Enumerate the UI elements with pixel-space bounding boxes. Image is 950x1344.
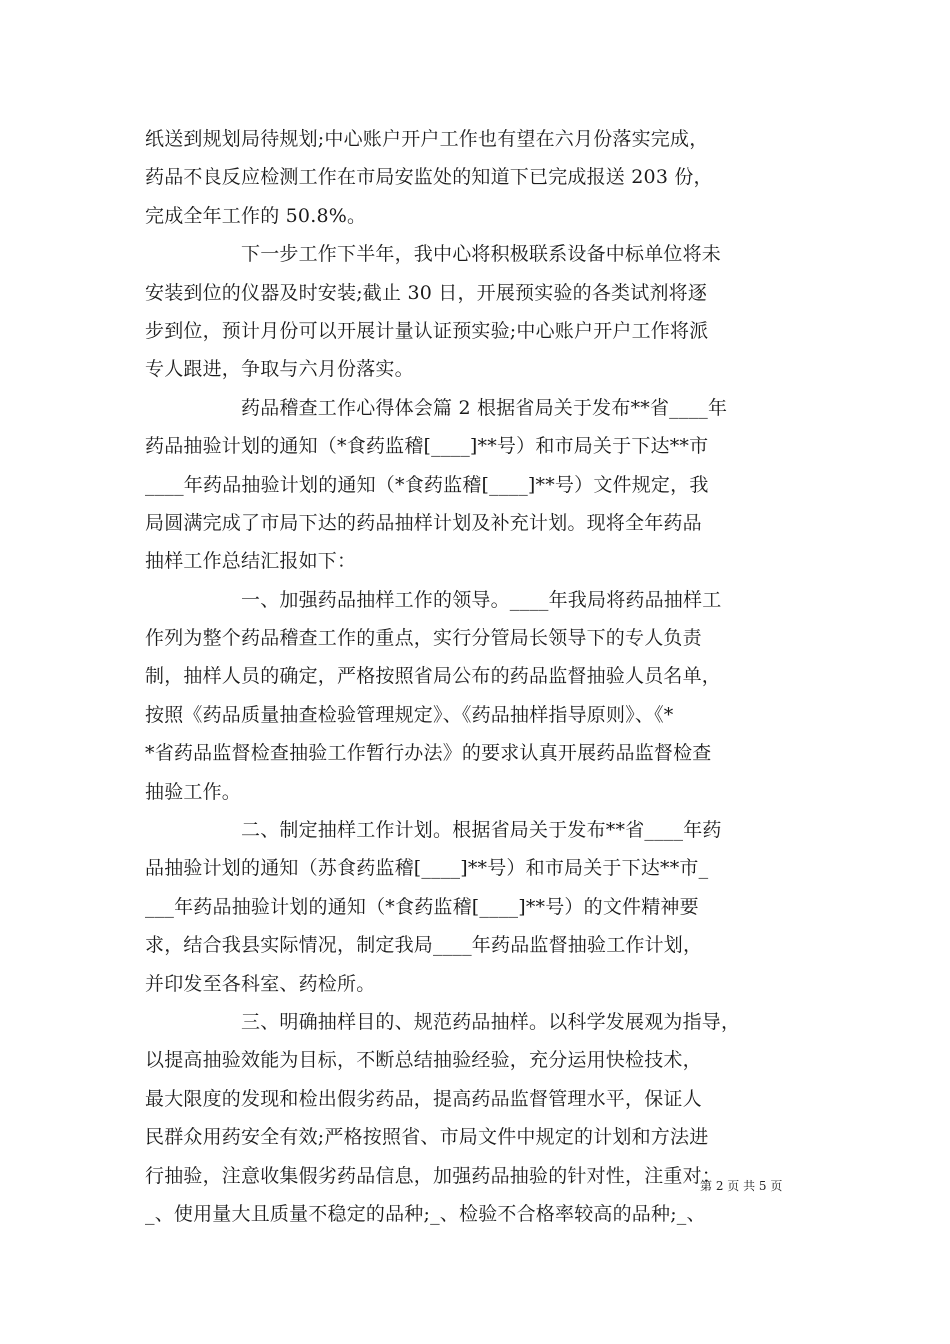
text-line: 药品不良反应检测工作在市局安监处的知道下已完成报送 203 份， <box>145 166 713 189</box>
paragraph-article-two-intro <box>145 389 815 581</box>
text-line: 下一步工作下半年，我中心将积极联系设备中标单位将未 <box>241 243 722 266</box>
text-line: 完成全年工作的 50.8%。 <box>145 204 367 227</box>
paragraph-section-three <box>145 1003 815 1233</box>
paragraph-continued-report <box>145 120 815 235</box>
text-line: 最大限度的发现和检出假劣药品，提高药品监督管理水平，保证人 <box>145 1087 702 1110</box>
text-line: 药品稽查工作心得体会篇 2 根据省局关于发布**省____年 <box>241 396 728 419</box>
text-line: ____年药品抽验计划的通知（*食药监稽[____]**号）文件规定，我 <box>145 473 709 496</box>
text-line: ___年药品抽验计划的通知（*食药监稽[____]**号）的文件精神要 <box>145 895 699 918</box>
text-line: _、使用量大且质量不稳定的品种;_、检验不合格率较高的品种;_、 <box>145 1202 706 1225</box>
page-number-footer: 第 2 页 共 5 页 <box>700 1179 783 1193</box>
text-line: 局圆满完成了市局下达的药品抽样计划及补充计划。现将全年药品 <box>145 511 702 534</box>
text-line: 品抽验计划的通知（苏食药监稽[____]**号）和市局关于下达**市_ <box>145 857 709 880</box>
paragraph-next-steps <box>145 235 815 389</box>
text-line: 作列为整个药品稽查工作的重点，实行分管局长领导下的专人负责 <box>145 627 702 650</box>
text-line: 行抽验，注意收集假劣药品信息，加强药品抽验的针对性，注重对： <box>145 1164 722 1187</box>
text-line: 纸送到规划局待规划;中心账户开户工作也有望在六月份落实完成， <box>145 128 709 150</box>
text-line: 抽验工作。 <box>145 780 242 803</box>
text-line: 民群众用药安全有效;严格按照省、市局文件中规定的计划和方法进 <box>145 1126 709 1149</box>
document-body <box>145 120 815 1233</box>
text-line: 专人跟进，争取与六月份落实。 <box>145 358 414 381</box>
text-line: 二、制定抽样工作计划。根据省局关于发布**省____年药 <box>241 819 722 842</box>
text-line: 抽样工作总结汇报如下： <box>145 550 357 573</box>
text-line: 一、加强药品抽样工作的领导。____年我局将药品抽样工 <box>241 588 722 611</box>
text-line: 药品抽验计划的通知（*食药监稽[____]**号）和市局关于下达**市 <box>145 435 709 458</box>
paragraph-section-two <box>145 811 815 1003</box>
text-line: *省药品监督检查抽验工作暂行办法》的要求认真开展药品监督检查 <box>145 742 712 765</box>
paragraph-section-one <box>145 581 815 811</box>
text-line: 求，结合我县实际情况，制定我局____年药品监督抽验工作计划， <box>145 934 703 957</box>
text-line: 按照《药品质量抽查检验管理规定》、《药品抽样指导原则》、《* <box>145 703 674 726</box>
text-line: 并印发至各科室、药检所。 <box>145 972 376 995</box>
text-line: 制，抽样人员的确定，严格按照省局公布的药品监督抽验人员名单， <box>145 665 722 688</box>
text-line: 以提高抽验效能为目标，不断总结抽验经验，充分运用快检技术， <box>145 1049 702 1072</box>
text-line: 三、明确抽样目的、规范药品抽样。以科学发展观为指导， <box>241 1010 741 1033</box>
text-line: 步到位，预计月份可以开展计量认证预实验;中心账户开户工作将派 <box>145 319 709 342</box>
text-line: 安装到位的仪器及时安装;截止 30 日，开展预实验的各类试剂将逐 <box>145 281 708 304</box>
